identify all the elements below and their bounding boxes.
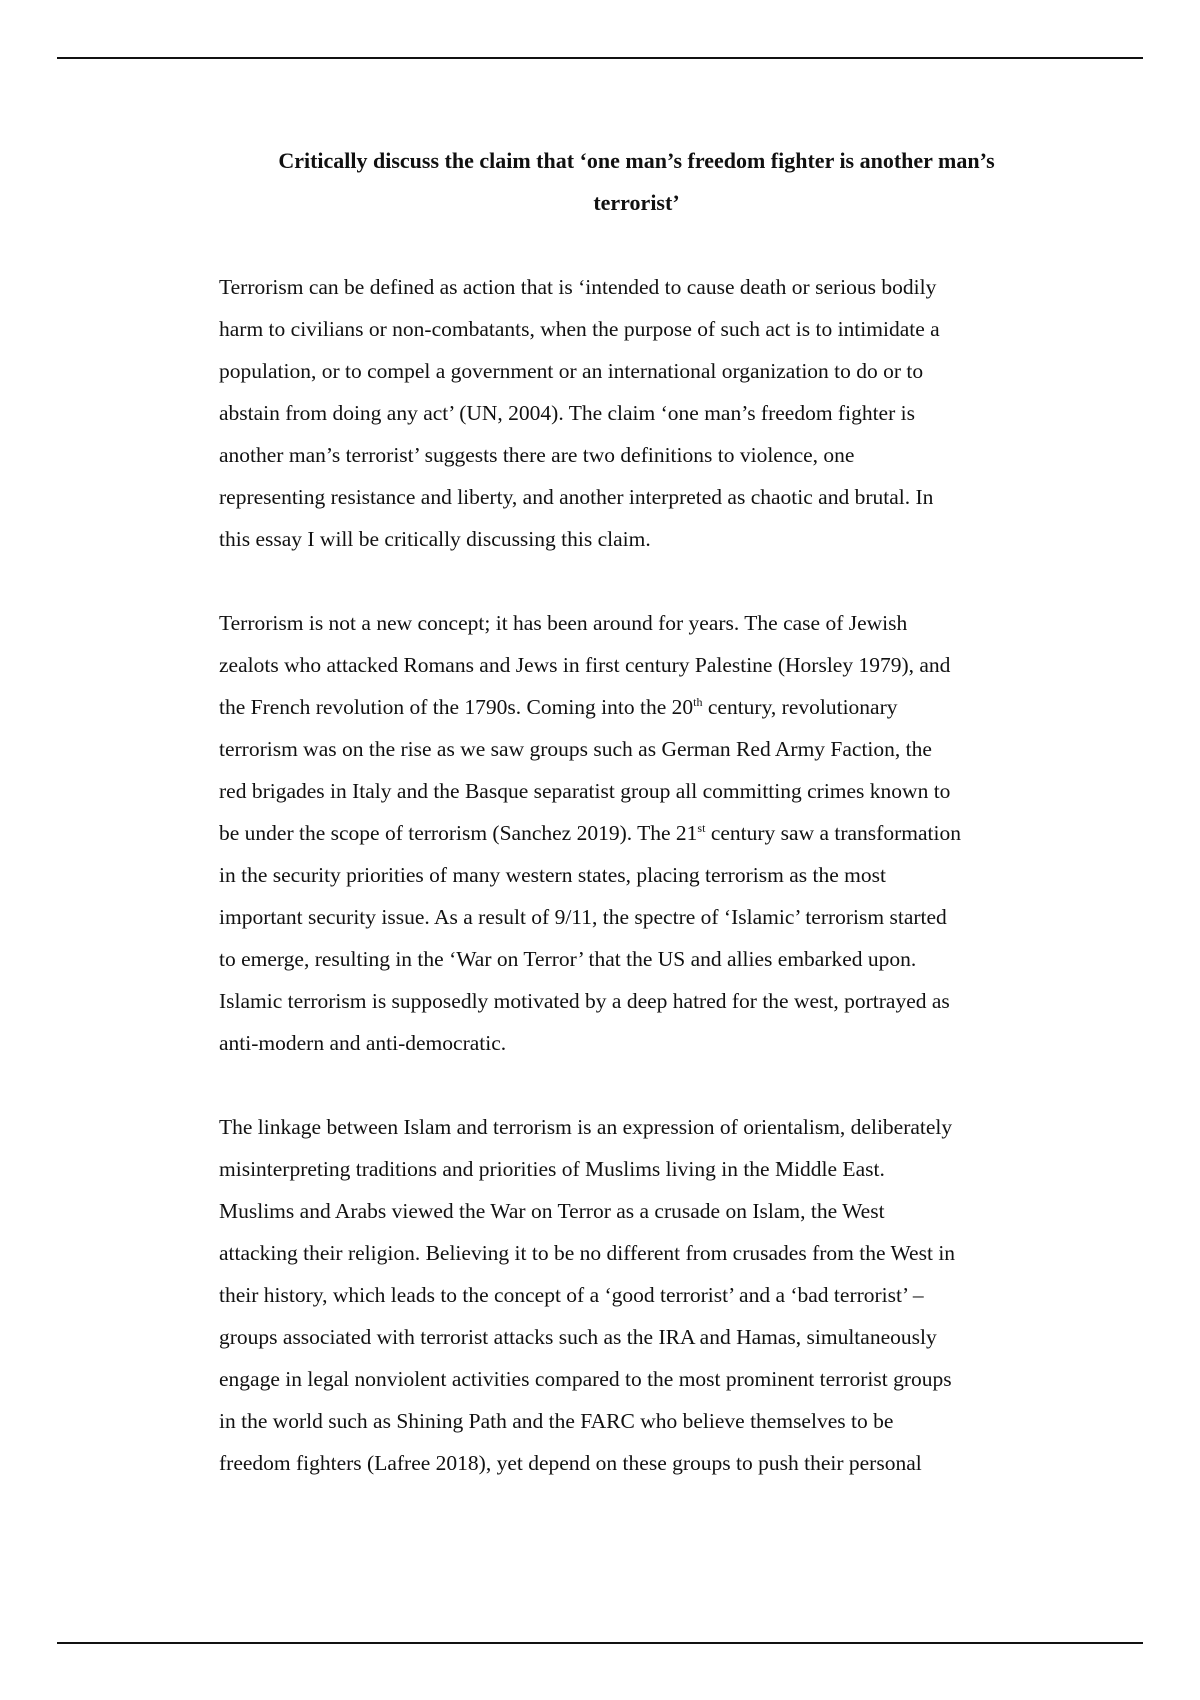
paragraph-1 xyxy=(219,266,1054,560)
title-line: Critically discuss the claim that ‘one man’s freedom fighter is another man’s xyxy=(278,148,995,173)
text-line: engage in legal nonviolent activities compared to the most prominent terrorist groups xyxy=(219,1367,952,1391)
text-line: Terrorism is not a new concept; it has been around for years. The case of Jewish xyxy=(219,611,908,635)
text-line-with-superscript xyxy=(219,812,1054,854)
text-line: misinterpreting traditions and priorities of Muslims living in the Middle East. xyxy=(219,1157,885,1181)
text-line: terrorism was on the rise as we saw groups such as German Red Army Faction, the xyxy=(219,737,932,761)
text-line: harm to civilians or non-combatants, when the purpose of such act is to intimidate a xyxy=(219,317,940,341)
title-line: terrorist’ xyxy=(593,190,680,215)
paragraph-3 xyxy=(219,1106,1054,1484)
text-line: another man’s terrorist’ suggests there are two definitions to violence, one xyxy=(219,443,855,467)
text-line: freedom fighters (Lafree 2018), yet depend on these groups to push their personal xyxy=(219,1451,922,1475)
text-segment: be under the scope of terrorism (Sanchez 2019). The 21 xyxy=(219,821,698,845)
superscript: st xyxy=(697,820,706,835)
text-line: representing resistance and liberty, and another interpreted as chaotic and brutal. In xyxy=(219,485,934,509)
text-line: important security issue. As a result of 9/11, the spectre of ‘Islamic’ terrorism started xyxy=(219,905,947,929)
text-segment: century, revolutionary xyxy=(702,695,898,719)
text-line: in the world such as Shining Path and the FARC who believe themselves to be xyxy=(219,1409,894,1433)
text-line: to emerge, resulting in the ‘War on Terror’ that the US and allies embarked upon. xyxy=(219,947,917,971)
text-line: Terrorism can be defined as action that is ‘intended to cause death or serious bodily xyxy=(219,275,937,299)
document-title xyxy=(219,140,1054,224)
text-line: zealots who attacked Romans and Jews in first century Palestine (Horsley 1979), and xyxy=(219,653,951,677)
text-line: this essay I will be critically discussing this claim. xyxy=(219,527,651,551)
text-line: red brigades in Italy and the Basque separatist group all committing crimes known to xyxy=(219,779,951,803)
text-line: Muslims and Arabs viewed the War on Terror as a crusade on Islam, the West xyxy=(219,1199,885,1223)
text-line: in the security priorities of many western states, placing terrorism as the most xyxy=(219,863,886,887)
superscript: th xyxy=(693,694,703,709)
text-line: Islamic terrorism is supposedly motivated by a deep hatred for the west, portrayed as xyxy=(219,989,950,1013)
paragraph-2 xyxy=(219,602,1054,1064)
text-line-with-superscript xyxy=(219,686,1054,728)
text-segment: the French revolution of the 1790s. Coming into the 20 xyxy=(219,695,694,719)
header-rule xyxy=(57,57,1143,59)
text-line: population, or to compel a government or an international organization to do or to xyxy=(219,359,924,383)
text-line: abstain from doing any act’ (UN, 2004). The claim ‘one man’s freedom fighter is xyxy=(219,401,915,425)
text-line: their history, which leads to the concept of a ‘good terrorist’ and a ‘bad terrorist’ – xyxy=(219,1283,924,1307)
text-line: attacking their religion. Believing it to be no different from crusades from the West in xyxy=(219,1241,956,1265)
document-page xyxy=(219,140,1054,1526)
text-line: anti-modern and anti-democratic. xyxy=(219,1031,507,1055)
text-line: The linkage between Islam and terrorism is an expression of orientalism, deliberately xyxy=(219,1115,953,1139)
footer-rule xyxy=(57,1642,1143,1644)
text-line: groups associated with terrorist attacks such as the IRA and Hamas, simultaneously xyxy=(219,1325,937,1349)
text-segment: century saw a transformation xyxy=(705,821,961,845)
